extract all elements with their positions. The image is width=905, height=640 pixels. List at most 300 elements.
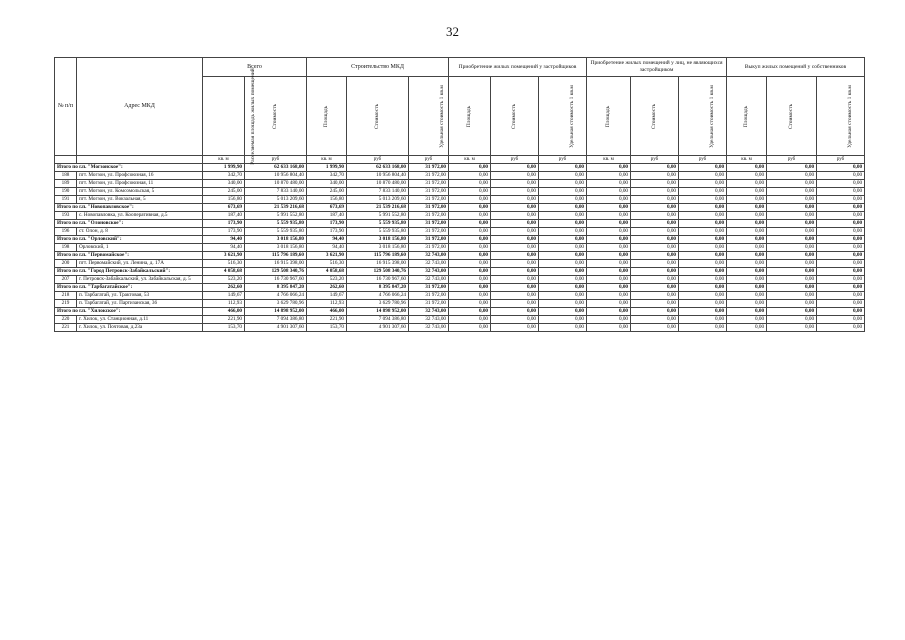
value-cell: 16 915 398,00 [347, 260, 409, 268]
value-cell: 0,00 [539, 268, 587, 276]
value-cell: 0,00 [767, 260, 817, 268]
value-cell: 187,40 [307, 212, 347, 220]
value-cell: 0,00 [767, 228, 817, 236]
value-cell: 0,00 [449, 196, 491, 204]
value-cell: 0,00 [727, 292, 767, 300]
group-total-label: Итого по г.п. "Могзонское": [55, 164, 203, 172]
value-cell: 0,00 [679, 316, 727, 324]
value-cell: 262,60 [203, 284, 245, 292]
value-cell: 0,00 [727, 212, 767, 220]
value-cell: 0,00 [679, 212, 727, 220]
value-cell: 0,00 [631, 204, 679, 212]
value-cell: 0,00 [817, 236, 865, 244]
value-cell: 31 972,00 [409, 228, 449, 236]
units-cell: кв. м [449, 156, 491, 164]
value-cell: 466,00 [307, 308, 347, 316]
value-cell: 0,00 [449, 244, 491, 252]
value-cell: 156,80 [203, 196, 245, 204]
value-cell: 31 972,00 [409, 284, 449, 292]
value-cell: 0,00 [817, 308, 865, 316]
value-cell: 0,00 [449, 252, 491, 260]
value-cell: 0,00 [631, 292, 679, 300]
value-cell: 0,00 [587, 260, 631, 268]
value-cell: 0,00 [631, 236, 679, 244]
value-cell: 0,00 [539, 172, 587, 180]
table-body [55, 156, 865, 332]
units-cell: кв. м [203, 156, 245, 164]
header-sub-nondev-area: Площадь [587, 77, 631, 156]
value-cell: 0,00 [679, 164, 727, 172]
value-cell: 0,00 [817, 180, 865, 188]
value-cell: 7 833 140,00 [347, 188, 409, 196]
header-sub-buyout-unit-cost: Удельная стоимость 1 кв.м [817, 77, 865, 156]
units-cell: руб [767, 156, 817, 164]
value-cell: 0,00 [817, 324, 865, 332]
value-cell: 0,00 [587, 244, 631, 252]
value-cell: 0,00 [631, 220, 679, 228]
table-row [55, 260, 865, 268]
group-total-row [55, 268, 865, 276]
value-cell: 0,00 [539, 260, 587, 268]
value-cell: 94,40 [307, 244, 347, 252]
value-cell: 0,00 [767, 236, 817, 244]
value-cell: 0,00 [679, 244, 727, 252]
value-cell: 31 972,00 [409, 204, 449, 212]
group-total-row [55, 164, 865, 172]
table-row [55, 172, 865, 180]
value-cell: 3 018 156,80 [347, 236, 409, 244]
value-cell: 3 629 780,96 [245, 300, 307, 308]
value-cell: 31 972,00 [409, 164, 449, 172]
value-cell: 14 898 952,00 [245, 308, 307, 316]
header-sub-dev-cost: Стоимость [491, 77, 539, 156]
page-number: 32 [446, 24, 459, 39]
value-cell: 0,00 [727, 180, 767, 188]
value-cell: 0,00 [631, 164, 679, 172]
group-total-row [55, 236, 865, 244]
value-cell: 0,00 [679, 292, 727, 300]
value-cell: 153,70 [307, 324, 347, 332]
value-cell: 3 018 156,80 [245, 236, 307, 244]
value-cell: 0,00 [587, 196, 631, 204]
value-cell: 0,00 [587, 228, 631, 236]
value-cell: 0,00 [491, 260, 539, 268]
value-cell: 153,70 [203, 324, 245, 332]
value-cell: 0,00 [767, 180, 817, 188]
value-cell: 0,00 [587, 268, 631, 276]
value-cell: 5 013 209,60 [347, 196, 409, 204]
units-cell: кв. м [727, 156, 767, 164]
value-cell: 0,00 [817, 252, 865, 260]
group-total-row [55, 204, 865, 212]
value-cell: 0,00 [449, 180, 491, 188]
value-cell: 0,00 [727, 308, 767, 316]
value-cell: 0,00 [491, 268, 539, 276]
value-cell: 523,20 [203, 276, 245, 284]
value-cell: 0,00 [727, 252, 767, 260]
value-cell: 16 915 398,00 [245, 260, 307, 268]
value-cell: 0,00 [767, 196, 817, 204]
value-cell: 0,00 [679, 220, 727, 228]
header-sub-buyout-area: Площадь [727, 77, 767, 156]
row-number: 193 [55, 212, 77, 220]
row-number: 220 [55, 316, 77, 324]
row-number: 221 [55, 324, 77, 332]
value-cell: 0,00 [491, 324, 539, 332]
value-cell: 0,00 [767, 316, 817, 324]
value-cell: 0,00 [587, 164, 631, 172]
value-cell: 0,00 [631, 308, 679, 316]
value-cell: 673,69 [203, 204, 245, 212]
value-cell: 156,80 [307, 196, 347, 204]
row-number: 188 [55, 172, 77, 180]
value-cell: 3 621,90 [203, 252, 245, 260]
units-cell: руб [491, 156, 539, 164]
value-cell: 5 559 935,80 [347, 228, 409, 236]
header-col-address: Адрес МКД [77, 58, 203, 156]
value-cell: 0,00 [631, 324, 679, 332]
value-cell: 0,00 [679, 268, 727, 276]
value-cell: 0,00 [491, 300, 539, 308]
table-row [55, 180, 865, 188]
group-total-row [55, 308, 865, 316]
value-cell: 0,00 [767, 252, 817, 260]
units-cell: руб [245, 156, 307, 164]
value-cell: 3 018 156,80 [245, 244, 307, 252]
value-cell: 4 901 307,60 [347, 324, 409, 332]
value-cell: 0,00 [491, 276, 539, 284]
value-cell: 8 395 847,20 [245, 284, 307, 292]
row-number: 189 [55, 180, 77, 188]
value-cell: 0,00 [631, 244, 679, 252]
value-cell: 342,70 [307, 172, 347, 180]
value-cell: 0,00 [817, 212, 865, 220]
units-cell: кв. м [587, 156, 631, 164]
value-cell: 0,00 [587, 172, 631, 180]
value-cell: 31 972,00 [409, 300, 449, 308]
value-cell: 4 901 307,60 [245, 324, 307, 332]
value-cell: 129 508 340,76 [245, 268, 307, 276]
header-group-build: Строительство МКД [307, 58, 449, 77]
value-cell: 0,00 [767, 308, 817, 316]
value-cell: 0,00 [631, 228, 679, 236]
value-cell: 31 972,00 [409, 212, 449, 220]
value-cell: 0,00 [817, 196, 865, 204]
value-cell: 0,00 [449, 228, 491, 236]
value-cell: 0,00 [727, 196, 767, 204]
value-cell: 0,00 [767, 164, 817, 172]
group-total-row [55, 220, 865, 228]
value-cell: 0,00 [767, 284, 817, 292]
value-cell: 0,00 [539, 220, 587, 228]
row-number: 190 [55, 188, 77, 196]
value-cell: 0,00 [539, 204, 587, 212]
value-cell: 16 730 967,60 [245, 276, 307, 284]
value-cell: 32 743,00 [409, 308, 449, 316]
group-total-label: Итого по г.п. "Олоновское": [55, 220, 203, 228]
value-cell: 0,00 [491, 180, 539, 188]
value-cell: 0,00 [587, 204, 631, 212]
header-sub-nondev-unit-cost: Удельная стоимость 1 кв.м [679, 77, 727, 156]
row-number: 219 [55, 300, 77, 308]
row-number: 218 [55, 292, 77, 300]
group-total-label: Итого по г.п. "Город Петровск-Забайкальский": [55, 268, 203, 276]
value-cell: 32 743,00 [409, 324, 449, 332]
value-cell: 516,30 [203, 260, 245, 268]
header-sub-buyout-cost: Стоимость [767, 77, 817, 156]
row-address: пгт. Могзон, ул. Вокзальная, 5 [77, 196, 203, 204]
value-cell: 0,00 [449, 308, 491, 316]
header-sub-build-unit-cost: Удельная стоимость 1 кв.м [409, 77, 449, 156]
value-cell: 32 743,00 [409, 260, 449, 268]
value-cell: 0,00 [727, 276, 767, 284]
value-cell: 10 870 480,00 [245, 180, 307, 188]
value-cell: 0,00 [587, 308, 631, 316]
group-total-row [55, 284, 865, 292]
value-cell: 0,00 [539, 180, 587, 188]
group-total-label: Итого по г.п. "Новопавловское": [55, 204, 203, 212]
value-cell: 4 766 066,24 [347, 292, 409, 300]
value-cell: 0,00 [539, 300, 587, 308]
value-cell: 0,00 [539, 228, 587, 236]
row-address: пгт. Могзон, ул. Комсомольская, 5 [77, 188, 203, 196]
value-cell: 0,00 [449, 212, 491, 220]
value-cell: 0,00 [817, 164, 865, 172]
value-cell: 0,00 [767, 292, 817, 300]
value-cell: 0,00 [767, 188, 817, 196]
value-cell: 0,00 [491, 316, 539, 324]
header-sub-dev-area: Площадь [449, 77, 491, 156]
value-cell: 0,00 [449, 300, 491, 308]
resettlement-table [54, 57, 865, 332]
value-cell: 340,00 [307, 180, 347, 188]
table-row [55, 316, 865, 324]
value-cell: 3 621,90 [307, 252, 347, 260]
value-cell: 0,00 [679, 260, 727, 268]
value-cell: 0,00 [679, 324, 727, 332]
value-cell: 0,00 [449, 292, 491, 300]
value-cell: 0,00 [491, 172, 539, 180]
value-cell: 5 991 552,80 [245, 212, 307, 220]
value-cell: 0,00 [817, 276, 865, 284]
value-cell: 0,00 [539, 164, 587, 172]
value-cell: 0,00 [587, 316, 631, 324]
row-number: 198 [55, 244, 77, 252]
value-cell: 1 999,90 [203, 164, 245, 172]
value-cell: 262,60 [307, 284, 347, 292]
value-cell: 0,00 [679, 252, 727, 260]
value-cell: 0,00 [767, 204, 817, 212]
value-cell: 0,00 [817, 300, 865, 308]
value-cell: 8 395 847,20 [347, 284, 409, 292]
group-total-row [55, 252, 865, 260]
value-cell: 0,00 [727, 228, 767, 236]
value-cell: 0,00 [631, 268, 679, 276]
value-cell: 31 972,00 [409, 220, 449, 228]
value-cell: 673,69 [307, 204, 347, 212]
table-row [55, 196, 865, 204]
table-row [55, 300, 865, 308]
value-cell: 0,00 [491, 212, 539, 220]
value-cell: 221,90 [203, 316, 245, 324]
value-cell: 0,00 [491, 228, 539, 236]
table-row [55, 212, 865, 220]
value-cell: 0,00 [631, 284, 679, 292]
value-cell: 0,00 [491, 308, 539, 316]
value-cell: 10 870 480,00 [347, 180, 409, 188]
value-cell: 0,00 [679, 188, 727, 196]
resettlement-table-sheet [54, 57, 864, 332]
value-cell: 0,00 [727, 300, 767, 308]
value-cell: 0,00 [817, 188, 865, 196]
value-cell: 0,00 [631, 276, 679, 284]
header-sub-dev-unit-cost: Удельная стоимость 1 кв.м [539, 77, 587, 156]
value-cell: 62 633 168,00 [347, 164, 409, 172]
value-cell: 0,00 [449, 268, 491, 276]
group-total-label: Итого по г.п. "Первомайское": [55, 252, 203, 260]
value-cell: 112,93 [203, 300, 245, 308]
value-cell: 0,00 [817, 172, 865, 180]
units-cell: руб [409, 156, 449, 164]
units-row [55, 156, 865, 164]
value-cell: 0,00 [449, 324, 491, 332]
value-cell: 342,70 [203, 172, 245, 180]
value-cell: 0,00 [631, 260, 679, 268]
value-cell: 0,00 [679, 196, 727, 204]
units-cell: кв. м [307, 156, 347, 164]
table-row [55, 244, 865, 252]
value-cell: 0,00 [767, 220, 817, 228]
value-cell: 4 058,68 [307, 268, 347, 276]
value-cell: 7 094 386,80 [347, 316, 409, 324]
value-cell: 173,90 [307, 228, 347, 236]
row-address: г. Петровск-Забайкальский, ул. Забайкальская, д. 5 [77, 276, 203, 284]
value-cell: 0,00 [587, 252, 631, 260]
value-cell: 0,00 [727, 260, 767, 268]
value-cell: 0,00 [679, 236, 727, 244]
value-cell: 0,00 [491, 292, 539, 300]
value-cell: 0,00 [539, 212, 587, 220]
value-cell: 0,00 [491, 220, 539, 228]
value-cell: 340,00 [203, 180, 245, 188]
row-address: с. Новопавловка, ул. Кооперативная, д.5 [77, 212, 203, 220]
row-address: г. Хилок, ул. Станционная, д.11 [77, 316, 203, 324]
value-cell: 0,00 [587, 236, 631, 244]
value-cell: 31 972,00 [409, 244, 449, 252]
value-cell: 0,00 [491, 252, 539, 260]
value-cell: 0,00 [631, 252, 679, 260]
value-cell: 3 018 156,80 [347, 244, 409, 252]
header-group-buyout: Выкуп жилых помещений у собственников [727, 58, 865, 77]
value-cell: 466,00 [203, 308, 245, 316]
row-address: п. Тарбагатай, ул. Партизанская, 36 [77, 300, 203, 308]
value-cell: 32 743,00 [409, 316, 449, 324]
value-cell: 0,00 [679, 180, 727, 188]
value-cell: 5 991 552,80 [347, 212, 409, 220]
value-cell: 0,00 [539, 196, 587, 204]
value-cell: 0,00 [539, 188, 587, 196]
value-cell: 0,00 [539, 252, 587, 260]
value-cell: 0,00 [817, 284, 865, 292]
value-cell: 0,00 [817, 228, 865, 236]
value-cell: 0,00 [727, 188, 767, 196]
value-cell: 0,00 [679, 300, 727, 308]
value-cell: 0,00 [587, 188, 631, 196]
value-cell: 0,00 [539, 244, 587, 252]
value-cell: 173,90 [307, 220, 347, 228]
value-cell: 0,00 [539, 292, 587, 300]
value-cell: 0,00 [767, 268, 817, 276]
value-cell: 0,00 [817, 260, 865, 268]
value-cell: 32 743,00 [409, 252, 449, 260]
units-cell: руб [631, 156, 679, 164]
value-cell: 149,67 [203, 292, 245, 300]
value-cell: 10 956 804,40 [347, 172, 409, 180]
value-cell: 0,00 [631, 172, 679, 180]
value-cell: 0,00 [631, 316, 679, 324]
value-cell: 31 972,00 [409, 236, 449, 244]
value-cell: 0,00 [727, 284, 767, 292]
value-cell: 0,00 [449, 172, 491, 180]
header-sub-build-cost: Стоимость [347, 77, 409, 156]
value-cell: 0,00 [539, 284, 587, 292]
value-cell: 3 629 780,96 [347, 300, 409, 308]
value-cell: 0,00 [727, 164, 767, 172]
value-cell: 0,00 [817, 268, 865, 276]
header-col-number: № п/п [55, 58, 77, 156]
value-cell: 0,00 [727, 244, 767, 252]
value-cell: 5 013 209,60 [245, 196, 307, 204]
value-cell: 0,00 [727, 172, 767, 180]
value-cell: 0,00 [817, 316, 865, 324]
value-cell: 62 633 168,00 [245, 164, 307, 172]
value-cell: 112,93 [307, 300, 347, 308]
value-cell: 31 972,00 [409, 292, 449, 300]
row-address: пгт. Могзон, ул. Профсоюзная, 16 [77, 172, 203, 180]
units-cell: руб [347, 156, 409, 164]
value-cell: 0,00 [449, 236, 491, 244]
value-cell: 5 559 935,80 [245, 228, 307, 236]
table-row [55, 228, 865, 236]
value-cell: 0,00 [491, 204, 539, 212]
value-cell: 149,67 [307, 292, 347, 300]
value-cell: 0,00 [679, 276, 727, 284]
value-cell: 0,00 [449, 284, 491, 292]
value-cell: 21 539 216,68 [245, 204, 307, 212]
table-row [55, 292, 865, 300]
value-cell: 0,00 [491, 236, 539, 244]
row-address: ст. Олон, д. 8 [77, 228, 203, 236]
value-cell: 0,00 [587, 300, 631, 308]
value-cell: 0,00 [817, 204, 865, 212]
row-address: пгт. Первомайский, ул. Ленина, д. 17А [77, 260, 203, 268]
group-total-label: Итого по г.п. "Тарбагатайское": [55, 284, 203, 292]
value-cell: 0,00 [631, 180, 679, 188]
value-cell: 0,00 [587, 212, 631, 220]
value-cell: 0,00 [491, 164, 539, 172]
value-cell: 173,90 [203, 228, 245, 236]
value-cell: 0,00 [449, 188, 491, 196]
value-cell: 31 972,00 [409, 188, 449, 196]
value-cell: 0,00 [727, 204, 767, 212]
value-cell: 5 559 935,80 [347, 220, 409, 228]
value-cell: 0,00 [767, 212, 817, 220]
value-cell: 0,00 [587, 324, 631, 332]
header-sub-build-area: Площадь [307, 77, 347, 156]
value-cell: 523,20 [307, 276, 347, 284]
value-cell: 31 972,00 [409, 172, 449, 180]
value-cell: 0,00 [817, 220, 865, 228]
